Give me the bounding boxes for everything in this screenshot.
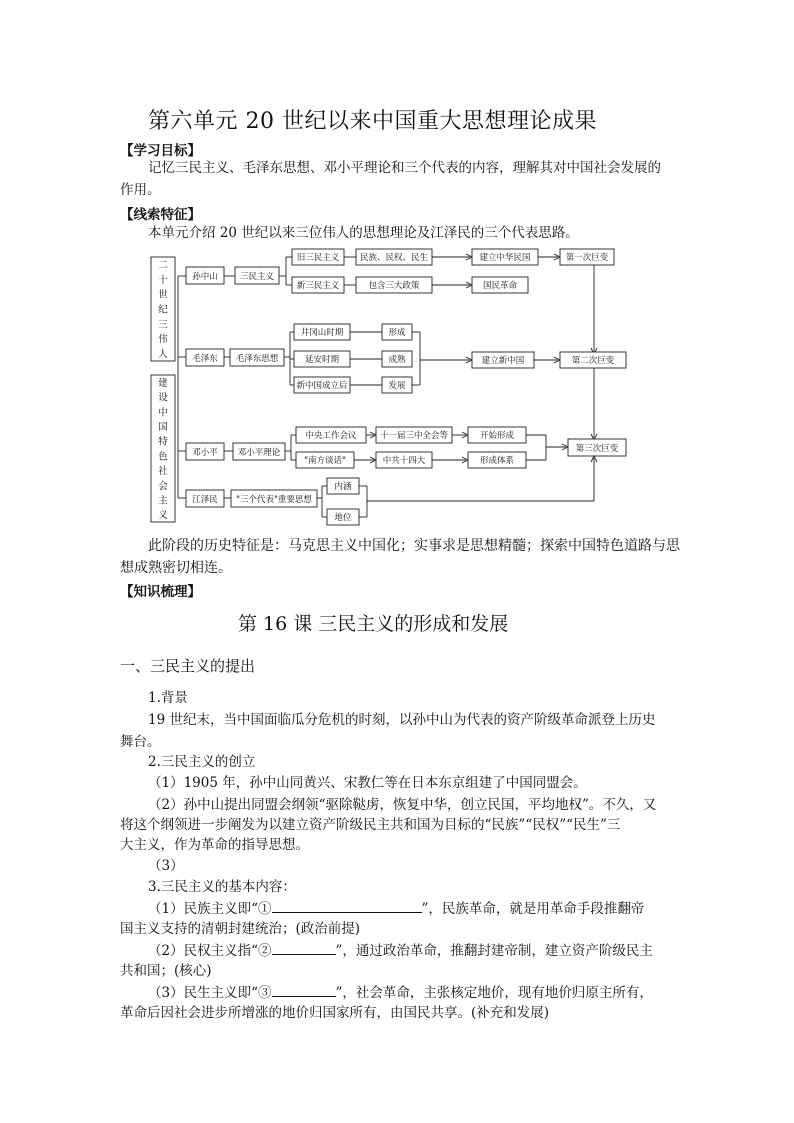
background-line2: 舞台。 [120, 734, 161, 750]
goals-heading: 【学习目标】 [120, 143, 201, 159]
content-item1-prefix: （1）民族主义即“① [148, 901, 272, 917]
node-three-represents-label: "三个代表"重要思想 [236, 495, 312, 505]
page-title: 第六单元 20 世纪以来中国重大思想理论成果 [148, 109, 597, 134]
node-new-sanmin-label: 新三民主义 [296, 281, 340, 291]
content-item3-line2: 革命后因社会进步所增涨的地价归国家所有，由国民共享。(补充和发展) [120, 1005, 550, 1021]
node-national-revolution-label: 国民革命 [482, 281, 518, 291]
answer-blank-2[interactable] [272, 939, 336, 955]
node-third-plenum-label: 十一届三中全会等 [379, 431, 449, 441]
feature-line2: 想成熟密切相连。 [120, 560, 232, 576]
content-item3-line1 [148, 981, 653, 1004]
node-first-change-label: 第一次巨变 [565, 253, 609, 263]
node-yanan-label: 延安时期 [304, 355, 340, 365]
content-label: 3.三民主义的基本内容： [148, 879, 296, 895]
creation-item2-line1: （2）孙中山提出同盟会纲领“驱除鞑虏，恢复中华，创立民国，平均地权”。不久，又 [148, 797, 657, 813]
content-item2-line2: 共和国；(核心) [120, 963, 212, 979]
node-mao-thought-label: 毛泽东思想 [235, 354, 279, 364]
node-fazhan-label: 发展 [388, 381, 406, 391]
goals-text-line1: 记忆三民主义、毛泽东思想、邓小平理论和三个代表的内容，理解其对中国社会发展的 [148, 160, 661, 176]
node-chengshu-label: 成熟 [388, 355, 406, 365]
answer-blank-1[interactable] [272, 897, 422, 913]
content-item2-line1 [148, 939, 653, 962]
content-item1-line2: 国主义支持的清朝封建统治；(政治前提) [120, 921, 361, 937]
node-deng-label: 邓小平 [192, 448, 218, 458]
node-mao-label: 毛泽东 [192, 354, 218, 364]
node-start-forming-label: 开始形成 [479, 431, 515, 441]
background-label: 1.背景 [148, 690, 188, 706]
answer-blank-3[interactable] [272, 981, 336, 997]
content-item1-suffix: ”，民族革命，就是用革命手段推翻帝 [421, 901, 645, 917]
node-sanmin-label: 三民主义 [239, 272, 275, 282]
node-jiang-label: 江泽民 [192, 495, 218, 505]
node-southern-talks-label: "南方谈话" [304, 456, 346, 466]
content-item2-suffix: ”，通过政治革命，推翻封建帝制，建立资产阶级民主 [335, 943, 653, 959]
node-old-sanmin-label: 旧三民主义 [296, 253, 340, 263]
creation-item2-line3: 大主义，作为革命的指导思想。 [120, 837, 309, 853]
node-roc-label: 建立中华民国 [479, 253, 531, 263]
node-sun-label: 孙中山 [192, 272, 218, 282]
creation-item2-line2: 将这个纲领进一步阐发为以建立资产阶级民主共和国为目标的“民族”“民权”“民生”三 [120, 817, 621, 833]
clue-heading: 【线索特征】 [120, 207, 201, 223]
background-line1: 19 世纪末，当中国面临瓜分危机的时刻，以孙中山为代表的资产阶级革命派登上历史 [148, 712, 656, 728]
content-item3-suffix: ”，社会革命，主张核定地价，现有地价归原主所有， [335, 985, 653, 1001]
node-central-work-label: 中央工作会议 [305, 431, 357, 441]
left-box-socialism-label: 建设中国特色社会主义 [158, 377, 168, 522]
goals-text-line2: 作用。 [120, 182, 161, 198]
clue-text: 本单元介绍 20 世纪以来三位伟人的思想理论及江泽民的三个代表思路。 [148, 225, 579, 241]
content-item3-prefix: （3）民生主义即“③ [148, 985, 272, 1001]
node-deng-theory-label: 邓小平理论 [237, 448, 281, 458]
feature-line1: 此阶段的历史特征是：马克思主义中国化；实事求是思想精髓；探索中国特色道路与思 [148, 538, 680, 554]
knowledge-heading: 【知识梳理】 [120, 584, 201, 600]
node-status-label: 地位 [334, 513, 352, 523]
lesson-title: 第 16 课 三民主义的形成和发展 [238, 613, 509, 635]
node-connotation-label: 内涵 [334, 482, 352, 492]
node-minzu-label: 民族、民权、民生 [359, 253, 429, 263]
node-third-change-label: 第三次巨变 [575, 444, 619, 454]
node-jinggangshan-label: 井冈山时期 [300, 328, 344, 338]
section-heading: 一、三民主义的提出 [120, 657, 256, 675]
node-new-china-label: 建立新中国 [481, 356, 525, 366]
content-item1-line1 [148, 897, 644, 920]
creation-item3: （3） [148, 858, 184, 874]
node-three-policies-label: 包含三大政策 [368, 281, 420, 291]
node-xingcheng-label: 形成 [388, 328, 406, 338]
node-second-change-label: 第二次巨变 [571, 356, 615, 366]
node-system-formed-label: 形成体系 [479, 456, 515, 466]
left-box-great-men-label: 二十世纪三伟人 [158, 259, 168, 361]
creation-item1: （1）1905 年，孙中山同黄兴、宋教仁等在日本东京组建了中国同盟会。 [148, 775, 587, 791]
node-after-prc-label: 新中国成立后 [296, 381, 348, 391]
node-fourteenth-label: 中共十四大 [382, 456, 426, 466]
content-item2-prefix: （2）民权主义指“② [148, 943, 272, 959]
creation-label: 2.三民主义的创立 [148, 754, 256, 770]
